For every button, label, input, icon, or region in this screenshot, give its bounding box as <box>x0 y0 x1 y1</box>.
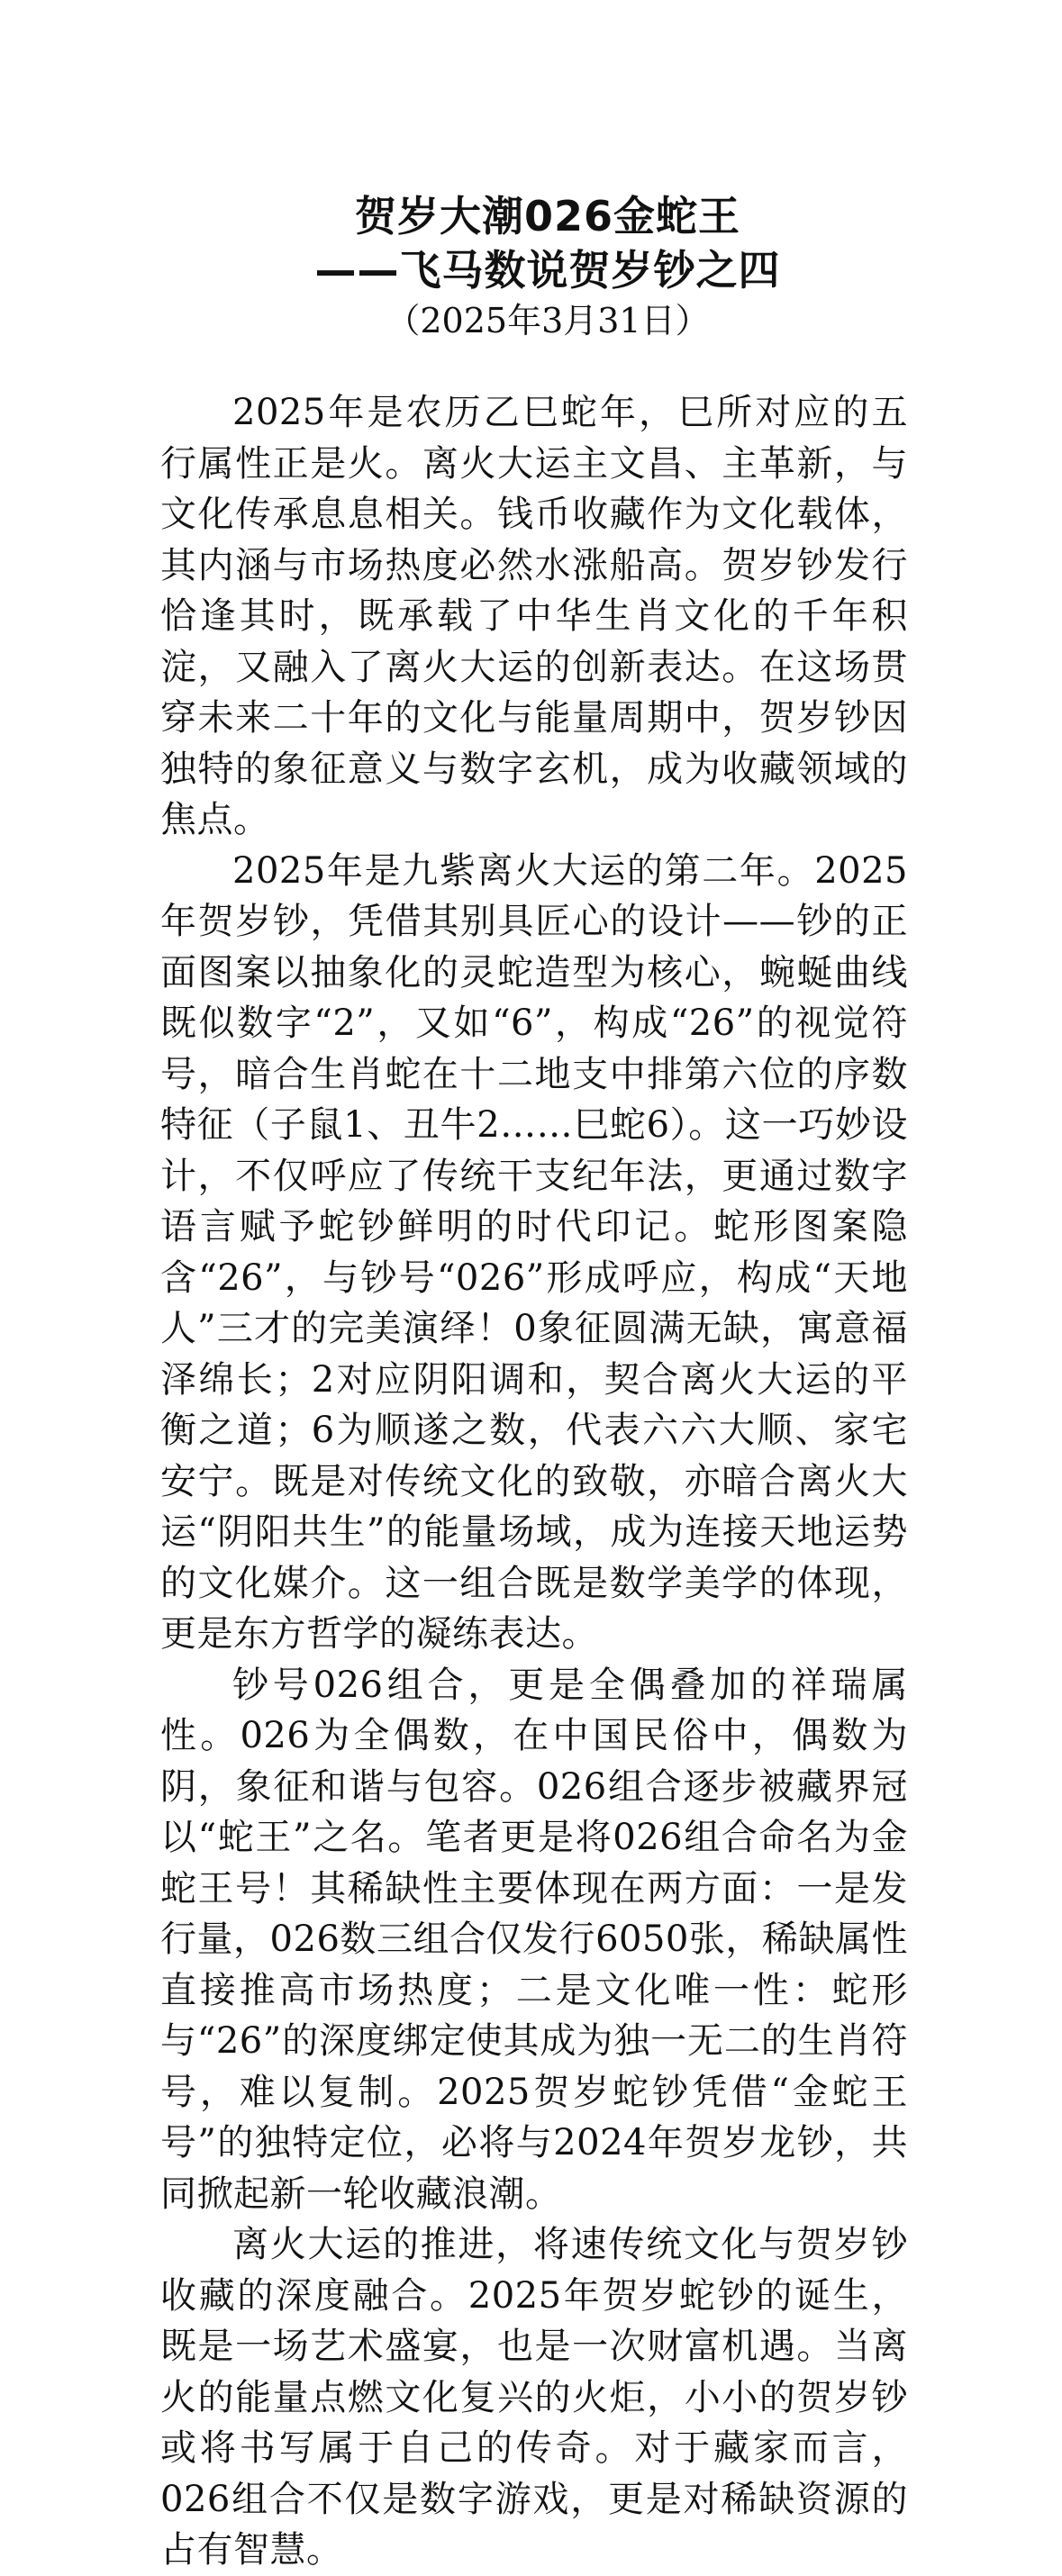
paragraph-1: 2025年是农历乙巳蛇年，巳所对应的五行属性正是火。离火大运主文昌、主革新，与文化传承息息相关。钱币收藏作为文化载体，其内涵与市场热度必然水涨船高。贺岁钞发行恰逢其时，既承载了中华生肖文化的千年积淀，又融入了离火大运的创新表达。在这场贯穿未来二十年的文化与能量周期中，贺岁钞因独特的象征意义与数字玄机，成为收藏领域的焦点。 <box>160 392 908 840</box>
article-title: 贺岁大潮026金蛇王 <box>354 192 741 240</box>
article-body <box>160 387 908 2576</box>
paragraph-2: 2025年是九紫离火大运的第二年。2025年贺岁钞，凭借其别具匠心的设计——钞的正面图案以抽象化的灵蛇造型为核心，蜿蜒曲线既似数字“2”，又如“6”，构成“26”的视觉符号，暗合生肖蛇在十二地支中排第六位的序数特征（子鼠1、丑牛2……巳蛇6）。这一巧妙设计，不仅呼应了传统干支纪年法，更通过数字语言赋予蛇钞鲜明的时代印记。蛇形图案隐含“26”，与钞号“026”形成呼应，构成“天地人”三才的完美演绎！0象征圆满无缺，寓意福泽绵长；2对应阴阳调和，契合离火大运的平衡之道；6为顺遂之数，代表六六大顺、家宅安宁。既是对传统文化的致敬，亦暗合离火大运“阴阳共生”的能量场域，成为连接天地运势的文化媒介。这一组合既是数学美学的体现，更是东方哲学的凝练表达。 <box>160 849 908 1655</box>
paragraph-3: 钞号026组合，更是全偶叠加的祥瑞属性。026为全偶数，在中国民俗中，偶数为阴，象征和谐与包容。026组合逐步被藏界冠以“蛇王”之名。笔者更是将026组合命名为金蛇王号！其稀缺性主要体现在两方面：一是发行量，026数三组合仅发行6050张，稀缺属性直接推高市场热度；二是文化唯一性：蛇形与“26”的深度绑定使其成为独一无二的生肖符号，难以复制。2025贺岁蛇钞凭借“金蛇王号”的独特定位，必将与2024年贺岁龙钞，共同掀起新一轮收藏浪潮。 <box>160 1664 908 2215</box>
article <box>160 189 908 2576</box>
article-subtitle: ——飞马数说贺岁钞之四 <box>314 246 781 295</box>
title-block <box>187 189 908 344</box>
article-date: （2025年3月31日） <box>386 301 710 340</box>
paragraph-4: 离火大运的推进，将速传统文化与贺岁钞收藏的深度融合。2025年贺岁蛇钞的诞生，既是一场艺术盛宴，也是一次财富机遇。当离火的能量点燃文化复兴的火炬，小小的贺岁钞或将书写属于自己的传奇。对于藏家而言，026组合不仅是数字游戏，更是对稀缺资源的占有智慧。 <box>160 2224 908 2571</box>
